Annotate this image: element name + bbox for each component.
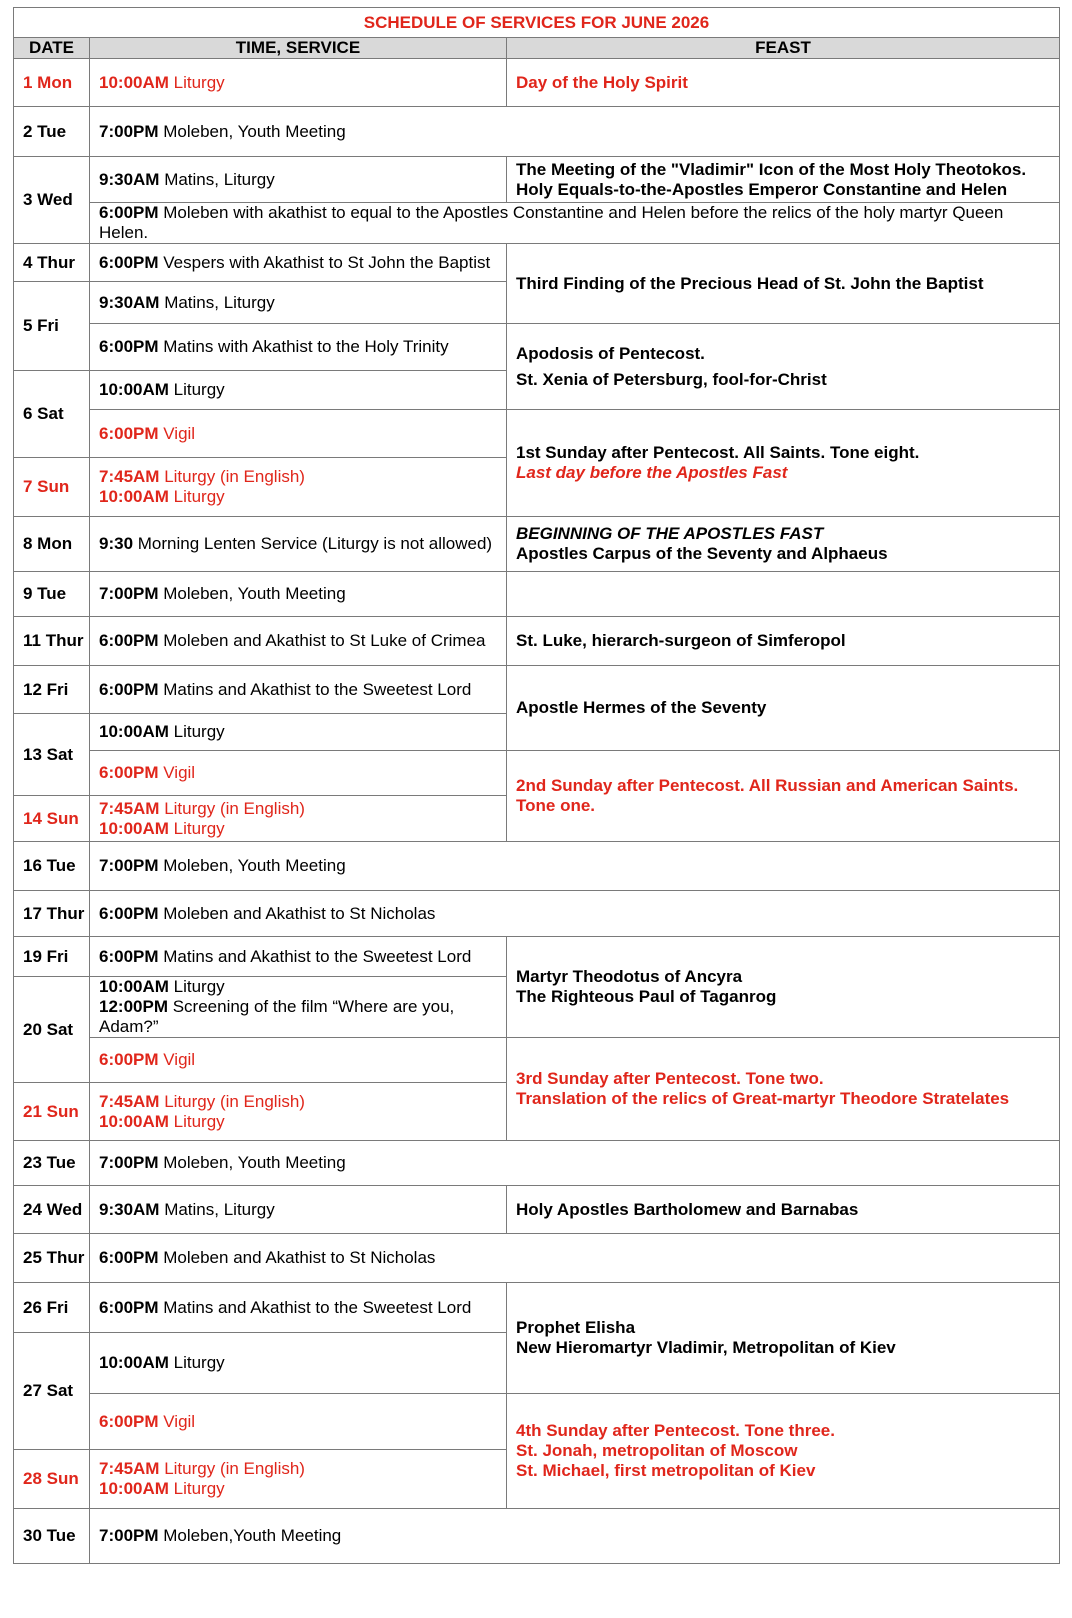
date-cell: 14 Sun	[14, 796, 90, 842]
service-cell	[90, 796, 507, 842]
service-cell	[90, 1333, 507, 1394]
service-cell	[90, 59, 507, 107]
service-cell	[90, 517, 507, 572]
table-row	[14, 751, 1060, 796]
schedule-table	[13, 7, 1060, 1564]
service-text: Liturgy (in English)	[159, 467, 305, 486]
service-text: Matins, Liturgy	[159, 292, 275, 312]
feast-cell	[507, 1394, 1060, 1509]
table-row	[14, 1141, 1060, 1186]
service-text: Liturgy	[168, 977, 225, 996]
service-cell	[90, 937, 507, 977]
feast-cell: St. Luke, hierarch-surgeon of Simferopol	[507, 617, 1060, 666]
schedule-title: SCHEDULE OF SERVICES FOR JUNE 2026	[14, 8, 1060, 38]
feast-cell	[507, 410, 1060, 517]
feast-line: 3rd Sunday after Pentecost. Tone two.	[516, 1069, 824, 1088]
service-time: 6:00PM	[99, 679, 159, 699]
feast-line: BEGINNING OF THE APOSTLES FAST	[516, 524, 824, 543]
feast-cell	[507, 1038, 1060, 1141]
service-text: Moleben and Akathist to St Luke of Crimea	[158, 631, 486, 650]
service-text: Moleben and Akathist to St Nicholas	[158, 1248, 436, 1267]
date-cell: 8 Mon	[14, 517, 90, 572]
table-row	[14, 1186, 1060, 1234]
service-cell	[90, 842, 1060, 891]
feast-line: 2nd Sunday after Pentecost. All Russian and American Saints.	[516, 776, 1019, 795]
table-row	[14, 517, 1060, 572]
service-cell	[90, 891, 1060, 937]
feast-line: The Meeting of the "Vladimir" Icon of the Most Holy Theotokos.	[516, 159, 1027, 179]
service-time: 10:00AM	[99, 1353, 169, 1372]
table-row	[14, 937, 1060, 977]
service-time: 6:00PM	[99, 1248, 159, 1267]
feast-line: Last day before the Apostles Fast	[516, 463, 788, 482]
feast-line: Translation of the relics of Great-martyr Theodore Stratelates	[516, 1089, 1010, 1108]
feast-cell	[507, 324, 1060, 410]
feast-cell	[507, 157, 1060, 203]
feast-line: St. Xenia of Petersburg, fool-for-Christ	[516, 369, 827, 389]
service-time: 6:00PM	[99, 337, 159, 356]
table-row	[14, 157, 1060, 203]
date-cell: 24 Wed	[14, 1186, 90, 1234]
service-time: 10:00AM	[99, 722, 169, 741]
table-row	[14, 572, 1060, 617]
service-text: Liturgy	[168, 72, 225, 92]
feast-line: The Righteous Paul of Taganrog	[516, 987, 777, 1006]
date-cell: 16 Tue	[14, 842, 90, 891]
service-text: Vespers with Akathist to St John the Baptist	[158, 252, 491, 272]
service-text: Liturgy	[168, 722, 225, 741]
service-time: 6:00PM	[99, 631, 159, 650]
service-cell	[90, 1186, 507, 1234]
date-cell: 28 Sun	[14, 1450, 90, 1509]
table-row	[14, 1234, 1060, 1283]
feast-line: New Hieromartyr Vladimir, Metropolitan of Kiev	[516, 1338, 896, 1357]
date-cell: 1 Mon	[14, 59, 90, 107]
date-cell: 23 Tue	[14, 1141, 90, 1186]
header-date: DATE	[14, 38, 90, 59]
service-time: 10:00AM	[99, 72, 169, 92]
date-cell: 27 Sat	[14, 1333, 90, 1450]
service-text: Moleben, Youth Meeting	[158, 121, 346, 141]
service-time: 7:00PM	[99, 121, 159, 141]
service-time: 6:00PM	[99, 1050, 159, 1069]
header-feast: FEAST	[507, 38, 1060, 59]
date-cell: 19 Fri	[14, 937, 90, 977]
service-text: Matins and Akathist to the Sweetest Lord	[158, 1297, 472, 1317]
service-time: 10:00AM	[99, 1479, 169, 1498]
service-cell	[90, 410, 507, 458]
service-text: Liturgy	[168, 1111, 225, 1131]
service-text: Vigil	[158, 1411, 196, 1431]
service-cell	[90, 617, 507, 666]
service-time: 9:30	[99, 534, 134, 553]
service-cell	[90, 1509, 1060, 1564]
service-cell	[90, 666, 507, 714]
date-cell: 30 Tue	[14, 1509, 90, 1564]
service-time: 6:00PM	[99, 946, 159, 966]
feast-cell	[507, 751, 1060, 842]
service-text: Liturgy	[168, 1353, 225, 1372]
service-time: 6:00PM	[99, 1411, 159, 1431]
feast-cell	[507, 1283, 1060, 1394]
service-text: Screening of the film “Where are you, Adam?”	[99, 997, 455, 1036]
service-time: 7:45AM	[99, 798, 160, 818]
table-row	[14, 617, 1060, 666]
service-cell	[90, 1141, 1060, 1186]
feast-line: St. Michael, first metropolitan of Kiev	[516, 1461, 816, 1480]
date-cell: 3 Wed	[14, 157, 90, 244]
service-cell	[90, 714, 507, 751]
header-row	[14, 38, 1060, 59]
service-time: 6:00PM	[99, 763, 159, 782]
feast-line: St. Jonah, metropolitan of Moscow	[516, 1441, 798, 1460]
table-row	[14, 1509, 1060, 1564]
service-cell	[90, 371, 507, 410]
service-cell	[90, 1450, 507, 1509]
table-row	[14, 1394, 1060, 1450]
feast-line: Holy Equals-to-the-Apostles Emperor Constantine and Helen	[516, 179, 1008, 199]
table-row	[14, 666, 1060, 714]
service-time: 6:00PM	[99, 203, 159, 222]
service-text: Matins with Akathist to the Holy Trinity	[158, 337, 449, 356]
feast-cell: Third Finding of the Precious Head of St. John the Baptist	[507, 244, 1060, 324]
service-time: 7:45AM	[99, 467, 160, 486]
service-time: 7:00PM	[99, 1153, 159, 1172]
service-time: 6:00PM	[99, 1297, 159, 1317]
feast-line: Apostles Carpus of the Seventy and Alphaeus	[516, 544, 888, 563]
service-time: 9:30AM	[99, 169, 160, 189]
service-time: 6:00PM	[99, 903, 159, 923]
service-text: Matins and Akathist to the Sweetest Lord	[158, 679, 472, 699]
service-text: Liturgy	[168, 487, 225, 506]
service-time: 10:00AM	[99, 487, 169, 506]
service-cell	[90, 1038, 507, 1083]
feast-cell-empty	[507, 572, 1060, 617]
service-text: Moleben,Youth Meeting	[158, 1526, 342, 1545]
date-cell: 9 Tue	[14, 572, 90, 617]
service-text: Moleben with akathist to equal to the Apostles Constantine and Helen before the relics of the holy martyr Queen Helen.	[99, 203, 1004, 242]
table-row	[14, 410, 1060, 458]
date-cell: 5 Fri	[14, 282, 90, 371]
service-text: Moleben, Youth Meeting	[158, 1153, 346, 1172]
date-cell: 26 Fri	[14, 1283, 90, 1333]
date-cell: 13 Sat	[14, 714, 90, 796]
service-cell	[90, 324, 507, 371]
service-cell	[90, 244, 507, 282]
service-time: 10:00AM	[99, 380, 169, 399]
service-time: 12:00PM	[99, 997, 168, 1016]
table-row	[14, 59, 1060, 107]
service-time: 9:30AM	[99, 1199, 160, 1219]
service-text: Liturgy (in English)	[159, 1459, 305, 1478]
service-text: Matins and Akathist to the Sweetest Lord	[158, 946, 472, 966]
service-text: Liturgy (in English)	[159, 1091, 305, 1111]
table-row	[14, 1038, 1060, 1083]
table-row	[14, 891, 1060, 937]
service-cell	[90, 107, 1060, 157]
service-cell	[90, 1394, 507, 1450]
date-cell: 2 Tue	[14, 107, 90, 157]
service-text: Morning Lenten Service (Liturgy is not allowed)	[133, 534, 493, 553]
service-text: Moleben, Youth Meeting	[158, 856, 346, 875]
service-time: 7:00PM	[99, 584, 159, 603]
table-row	[14, 244, 1060, 282]
service-cell	[90, 157, 507, 203]
service-text: Liturgy	[168, 380, 225, 399]
feast-line: Tone one.	[516, 796, 596, 815]
service-time: 6:00PM	[99, 252, 159, 272]
title-row	[14, 8, 1060, 38]
date-cell: 25 Thur	[14, 1234, 90, 1283]
date-cell: 6 Sat	[14, 371, 90, 458]
feast-line: Prophet Elisha	[516, 1318, 636, 1337]
date-cell: 20 Sat	[14, 977, 90, 1083]
service-time: 6:00PM	[99, 423, 159, 443]
service-text: Moleben, Youth Meeting	[158, 584, 346, 603]
service-time: 7:00PM	[99, 1526, 159, 1545]
service-time: 10:00AM	[99, 1111, 169, 1131]
service-text: Matins, Liturgy	[159, 1199, 275, 1219]
feast-cell: Apostle Hermes of the Seventy	[507, 666, 1060, 751]
date-cell: 21 Sun	[14, 1083, 90, 1141]
service-text: Liturgy (in English)	[159, 798, 305, 818]
service-text: Vigil	[158, 1050, 196, 1069]
service-cell	[90, 572, 507, 617]
feast-line: 1st Sunday after Pentecost. All Saints. Tone eight.	[516, 443, 920, 462]
service-text: Matins, Liturgy	[159, 169, 275, 189]
service-cell	[90, 1083, 507, 1141]
table-row	[14, 203, 1060, 244]
feast-line: Martyr Theodotus of Ancyra	[516, 967, 743, 986]
feast-line: 4th Sunday after Pentecost. Tone three.	[516, 1421, 835, 1440]
table-row	[14, 1283, 1060, 1333]
service-cell	[90, 751, 507, 796]
feast-cell	[507, 937, 1060, 1038]
service-text: Liturgy	[168, 818, 225, 838]
service-cell	[90, 1283, 507, 1333]
service-text: Moleben and Akathist to St Nicholas	[158, 903, 436, 923]
schedule-sheet	[13, 7, 1059, 1564]
service-time: 10:00AM	[99, 977, 169, 996]
feast-cell: Day of the Holy Spirit	[507, 59, 1060, 107]
service-cell	[90, 977, 507, 1038]
date-cell: 11 Thur	[14, 617, 90, 666]
service-time: 9:30AM	[99, 292, 160, 312]
service-text: Vigil	[158, 423, 196, 443]
service-cell	[90, 203, 1060, 244]
service-cell	[90, 458, 507, 517]
service-time: 7:00PM	[99, 856, 159, 875]
header-service: TIME, SERVICE	[90, 38, 507, 59]
feast-cell	[507, 517, 1060, 572]
table-row	[14, 107, 1060, 157]
feast-line: Apodosis of Pentecost.	[516, 343, 705, 363]
table-row	[14, 324, 1060, 371]
service-text: Liturgy	[168, 1479, 225, 1498]
service-time: 7:45AM	[99, 1091, 160, 1111]
date-cell: 12 Fri	[14, 666, 90, 714]
service-cell	[90, 282, 507, 324]
date-cell: 4 Thur	[14, 244, 90, 282]
service-cell	[90, 1234, 1060, 1283]
table-row	[14, 842, 1060, 891]
date-cell: 7 Sun	[14, 458, 90, 517]
feast-cell: Holy Apostles Bartholomew and Barnabas	[507, 1186, 1060, 1234]
date-cell: 17 Thur	[14, 891, 90, 937]
service-text: Vigil	[158, 763, 196, 782]
service-time: 10:00AM	[99, 818, 169, 838]
service-time: 7:45AM	[99, 1459, 160, 1478]
